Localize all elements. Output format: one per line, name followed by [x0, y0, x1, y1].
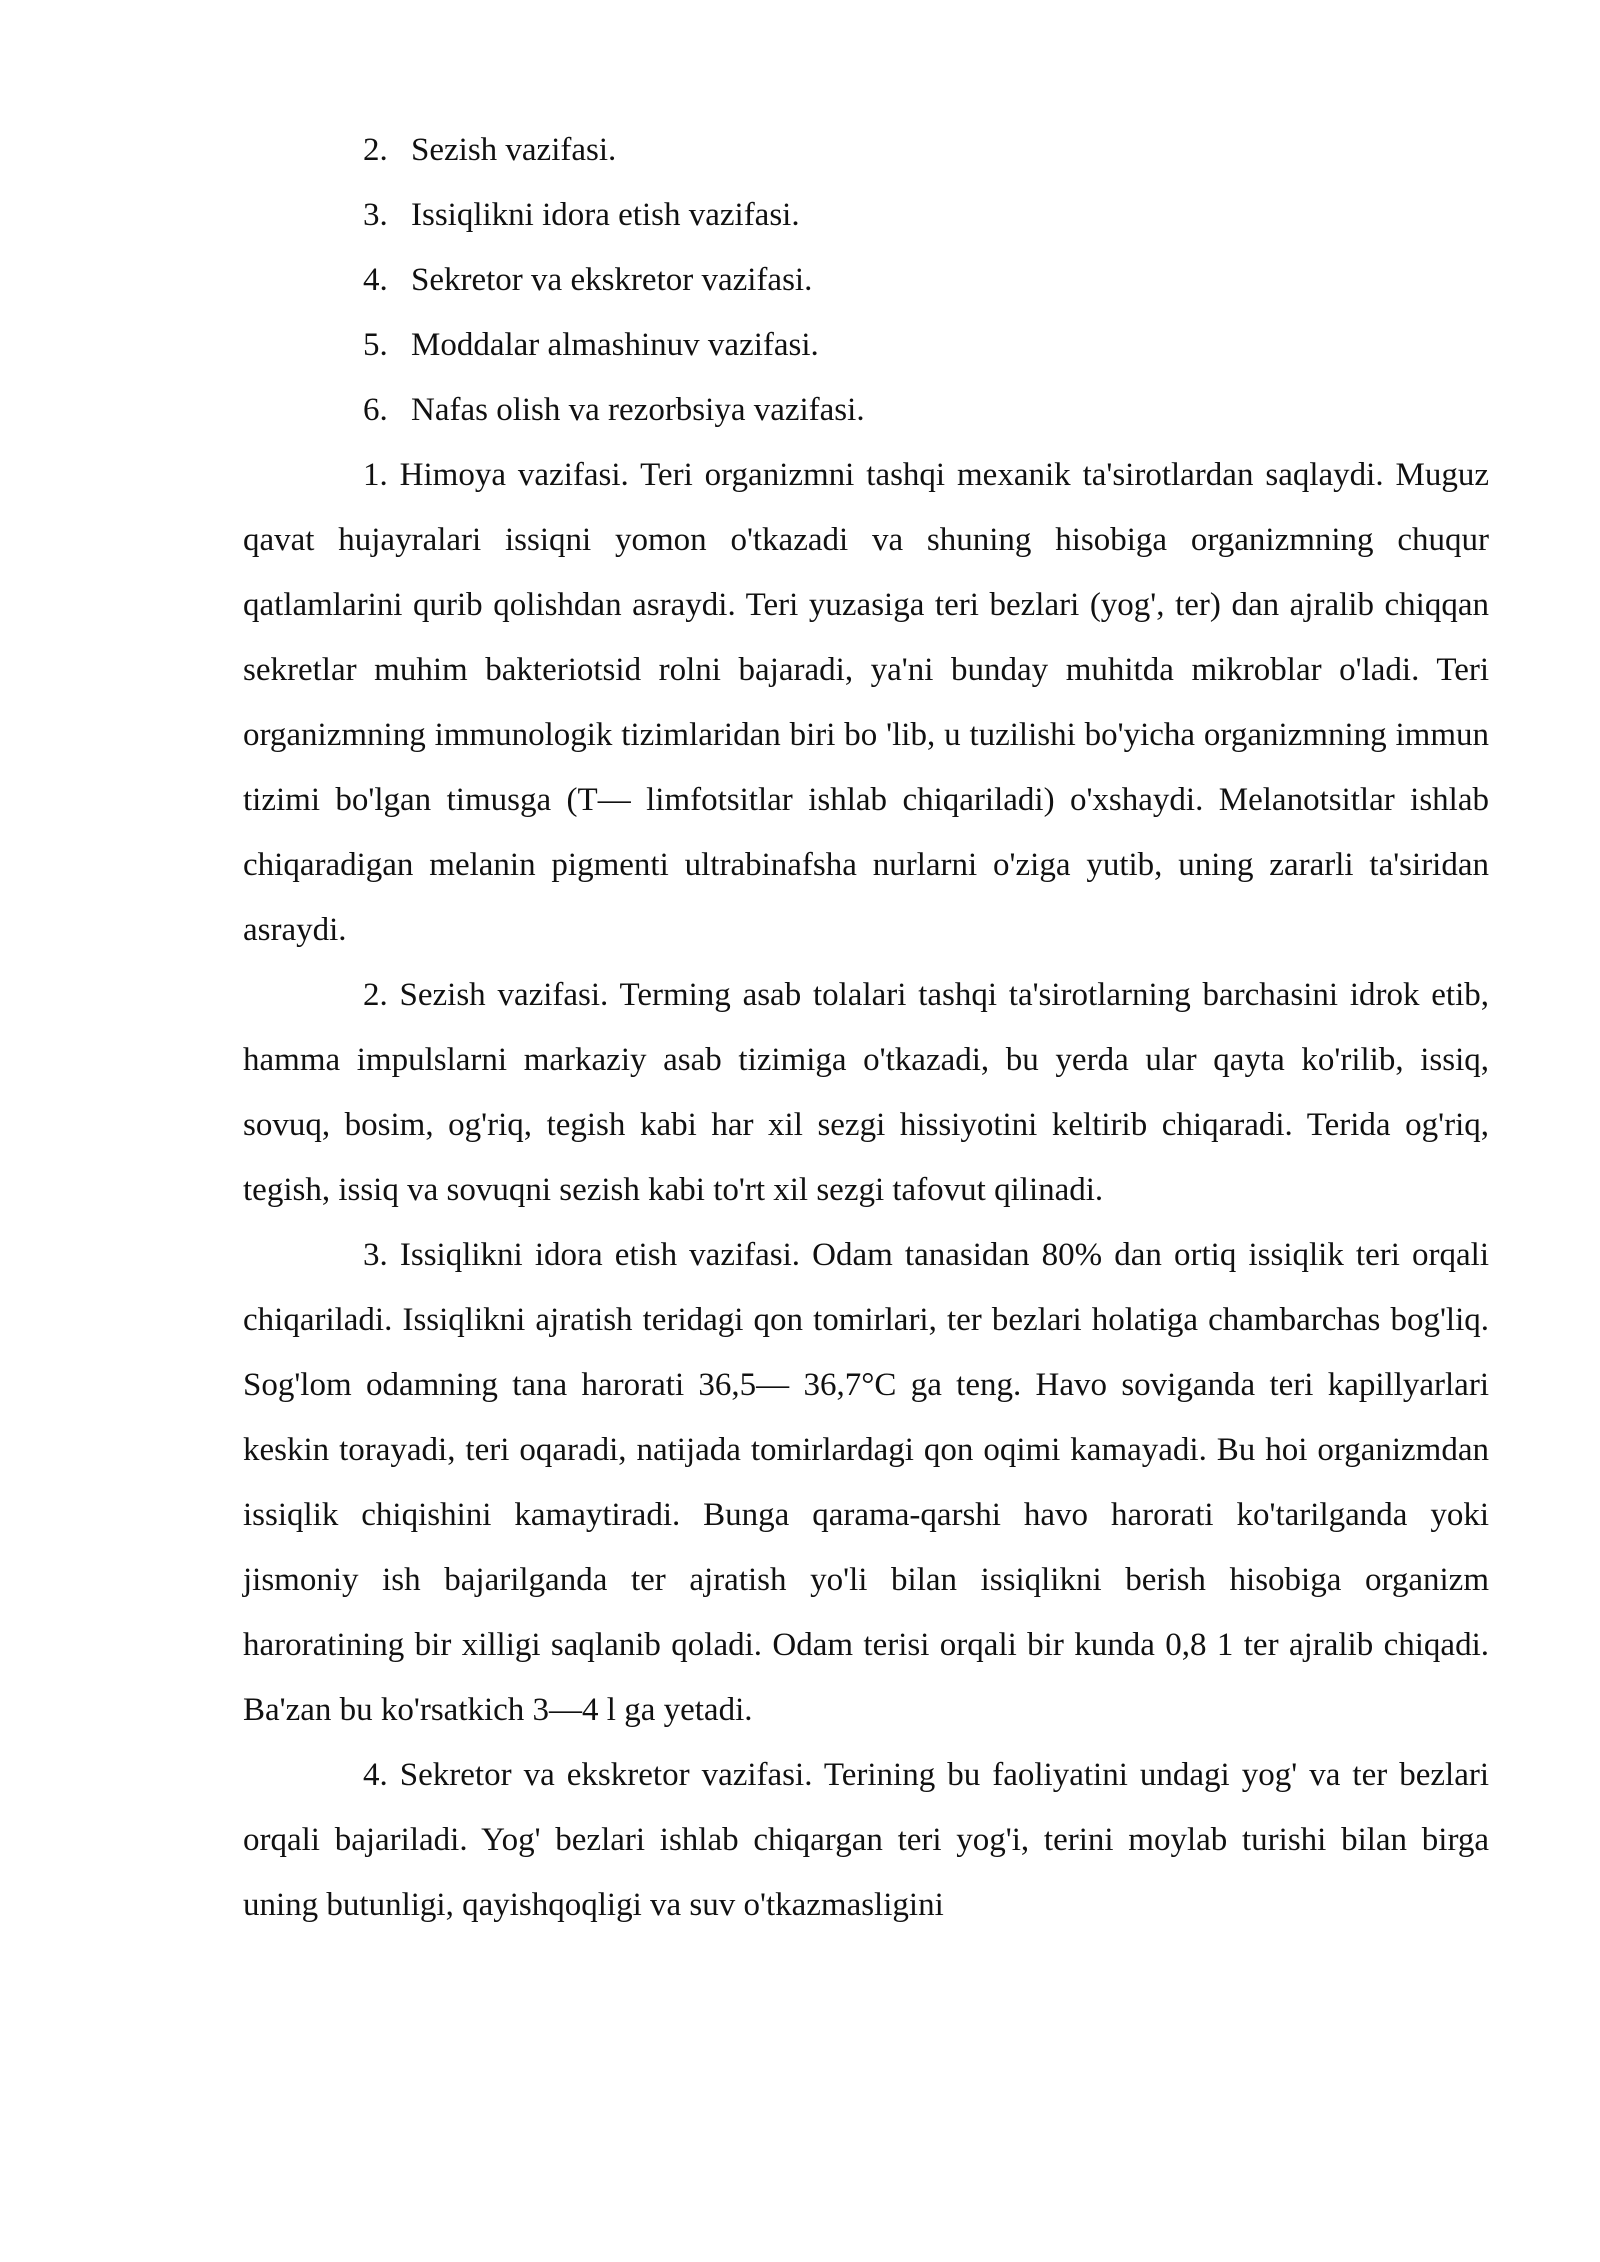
list-item-number: 5.	[363, 327, 388, 363]
list-item-number: 6.	[363, 392, 388, 428]
list-item	[243, 248, 1489, 313]
list-item-text: Issiqlikni idora etish vazifasi.	[411, 197, 800, 233]
list-item-text: Sekretor va ekskretor vazifasi.	[411, 262, 813, 298]
list-item-number: 2.	[363, 132, 388, 168]
list-item-text: Nafas olish va rezorbsiya vazifasi.	[411, 392, 865, 428]
paragraph-secretory-function: 4. Sekretor va ekskretor vazifasi. Terining bu faoliyatini undagi yog' va ter bezlari orqali bajariladi. Yog' bezlari ishlab chiqargan teri yog'i, terini moylab turishi bilan birga uning butunligi, qayishqoqligi va suv o'tkazmasligini	[243, 1757, 1489, 1923]
functions-list	[243, 118, 1489, 443]
list-item	[243, 183, 1489, 248]
text-column	[243, 118, 1489, 1938]
list-item	[243, 118, 1489, 183]
paragraph-protection-function: 1. Himoya vazifasi. Teri organizmni tashqi mexanik ta'sirotlardan saqlaydi. Muguz qavat hujayralari issiqni yomon o'tkazadi va shuning hisobiga organizmning chuqur qatlamlarini qurib qolishdan asraydi. Teri yuzasiga teri bezlari (yog', ter) dan ajralib chiqqan sekretlar muhim bakteriotsid rolni bajaradi, ya'ni bunday muhitda mikroblar o'ladi. Teri organizmning immunologik tizimlaridan biri bo 'lib, u tuzilishi bo'yicha organizmning immun tizimi bo'lgan timusga (T— limfotsitlar ishlab chiqariladi) o'xshaydi. Melanotsitlar ishlab chiqaradigan melanin pigmenti ultrabinafsha nurlarni o'ziga yutib, uning zararli ta'siridan asraydi.	[243, 457, 1489, 948]
list-item-text: Moddalar almashinuv vazifasi.	[411, 327, 819, 363]
list-item-text: Sezish vazifasi.	[411, 132, 617, 168]
list-item-number: 3.	[363, 197, 388, 233]
list-item	[243, 313, 1489, 378]
paragraph-sensory-function: 2. Sezish vazifasi. Terming asab tolalari tashqi ta'sirotlarning barchasini idrok etib, hamma impulslarni markaziy asab tizimiga o'tkazadi, bu yerda ular qayta ko'rilib, issiq, sovuq, bosim, og'riq, tegish kabi har xil sezgi hissiyotini keltirib chiqaradi. Terida og'riq, tegish, issiq va sovuqni sezish kabi to'rt xil sezgi tafovut qilinadi.	[243, 977, 1489, 1208]
list-item-number: 4.	[363, 262, 388, 298]
paragraph-thermoregulation-function: 3. Issiqlikni idora etish vazifasi. Odam tanasidan 80% dan ortiq issiqlik teri orqali chiqariladi. Issiqlikni ajratish teridagi qon tomirlari, ter bezlari holatiga chambarchas bog'liq. Sog'lom odamning tana harorati 36,5— 36,7°C ga teng. Havo soviganda teri kapillyarlari keskin torayadi, teri oqaradi, natijada tomirlardagi qon oqimi kamayadi. Bu hoi organizmdan issiqlik chiqishini kamaytiradi. Bunga qarama-qarshi havo harorati ko'tarilganda yoki jismoniy ish bajarilganda ter ajratish yo'li bilan issiqlikni berish hisobiga organizm haroratining bir xilligi saqlanib qoladi. Odam terisi orqali bir kunda 0,8 1 ter ajralib chiqadi. Ba'zan bu ko'rsatkich 3—4 l ga yetadi.	[243, 1237, 1489, 1728]
list-item	[243, 378, 1489, 443]
